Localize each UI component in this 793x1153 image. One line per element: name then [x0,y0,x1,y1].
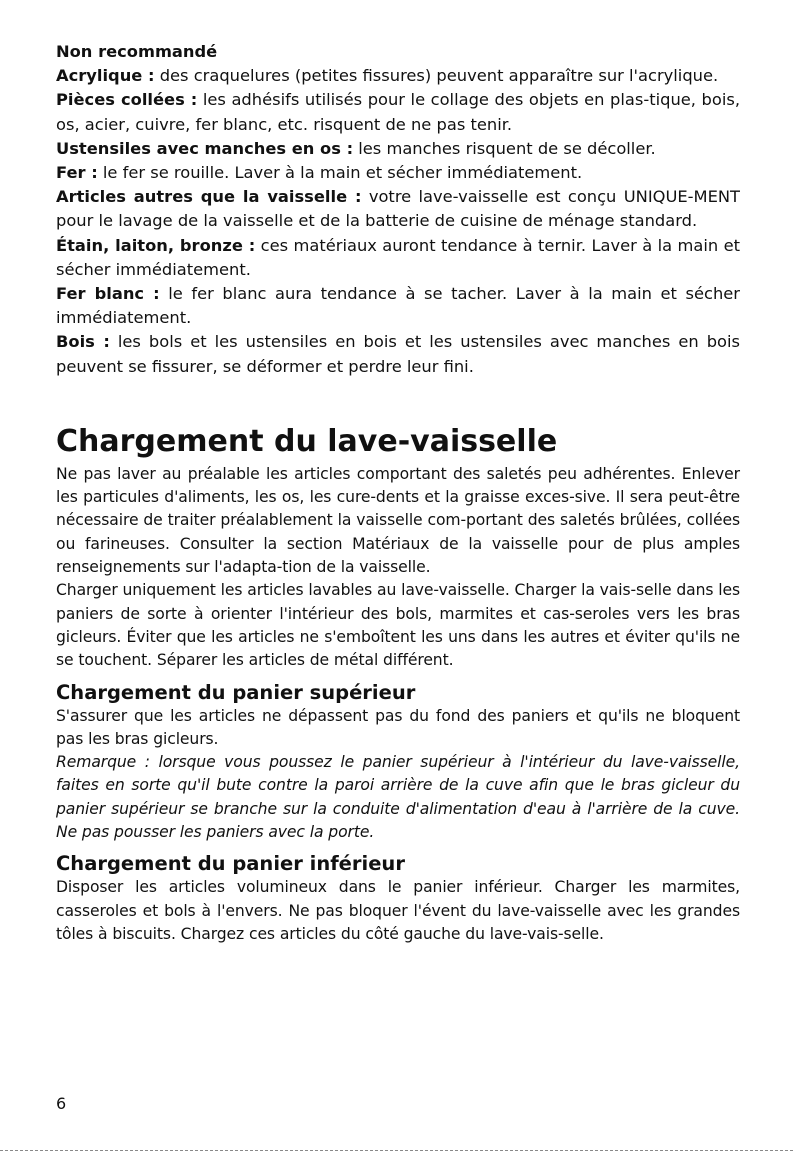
loading-intro-paragraph: Ne pas laver au préalable les articles comportant des saletés peu adhérentes. Enlever les particules d'aliments, les os, les cure-dents et la graisse exces-sive. Il sera peut-être nécessaire de traiter préalablement la vaisselle com-portant des saletés brûlées, collées ou farineuses. Consulter la section Matériaux de la vaisselle pour de plus amples renseignements sur l'adapta-tion de la vaisselle. [56,464,740,577]
not-recommended-heading: Non recommandé [56,42,218,61]
material-item [56,234,740,282]
material-term: Fer : [56,163,98,183]
material-text: votre lave-vaisselle est conçu UNIQUE-MENT pour le lavage de la vaisselle et de la batterie de cuisine de ménage standard. [56,187,740,231]
material-term: Étain, laiton, bronze : [56,235,256,255]
material-text: des craquelures (petites fissures) peuvent apparaître sur l'acrylique. [154,66,719,86]
loading-intro-paragraph: Charger uniquement les articles lavables au lave-vaisselle. Charger la vais-selle dans les paniers de sorte à orienter l'intérieur des bols, marmites et cas-seroles vers les bras gicleurs. Éviter que les articles ne s'emboîtent les uns dans les autres et éviter qu'ils ne se touchent. Séparer les articles de métal différent. [56,581,741,670]
material-term: Articles autres que la vaisselle : [56,187,362,207]
material-term: Acrylique : [56,66,155,86]
lower-basket-text: Disposer les articles volumineux dans le panier inférieur. Charger les marmites, casseroles et bols à l'envers. Ne pas bloquer l'évent du lave-vaisselle avec les grandes tôles à biscuits. Chargez ces articles du côté gauche du lave-vais-selle. [56,878,740,943]
material-item [56,137,740,161]
material-text: ces matériaux auront tendance à ternir. Laver à la main et sécher immédiatement. [56,235,740,279]
upper-basket-text: S'assurer que les articles ne dépassent pas du fond des paniers et qu'ils ne bloquent pas les bras gicleurs. [56,706,740,748]
material-term: Ustensiles avec manches en os : [56,138,354,158]
material-item [56,282,740,330]
material-item [56,64,740,88]
material-term: Pièces collées : [56,90,198,110]
loading-title: Chargement du lave-vaisselle [56,423,558,459]
lower-basket-heading: Chargement du panier inférieur [56,852,405,876]
material-text: le fer se rouille. Laver à la main et sécher immédiatement. [97,163,583,183]
material-item [56,161,740,185]
material-text: les adhésifs utilisés pour le collage des objets en plas-tique, bois, os, acier, cuivre, fer blanc, etc. risquent de ne pas tenir. [56,90,740,134]
material-term: Bois : [56,332,110,352]
material-item [56,330,740,378]
page-number: 6 [56,1094,67,1113]
page-content [56,40,740,946]
material-text: les manches risquent de se décoller. [353,138,656,158]
material-item [56,185,740,233]
page-bottom-rule [0,1150,793,1151]
material-term: Fer blanc : [56,284,160,304]
upper-basket-note: Remarque : lorsque vous poussez le panier supérieur à l'intérieur du lave-vaisselle, faites en sorte qu'il bute contre la paroi arrière de la cuve afin que le bras gicleur du panier supérieur se branche sur la conduite d'alimentation d'eau à l'arrière de la cuve. Ne pas pousser les paniers avec la porte. [56,753,740,841]
upper-basket-heading: Chargement du panier supérieur [56,680,416,704]
material-text: le fer blanc aura tendance à se tacher. Laver à la main et sécher immédiatement. [56,284,740,328]
material-item [56,88,740,136]
material-text: les bols et les ustensiles en bois et les ustensiles avec manches en bois peuvent se fissurer, se déformer et perdre leur fini. [56,332,741,376]
materials-section [56,40,740,379]
